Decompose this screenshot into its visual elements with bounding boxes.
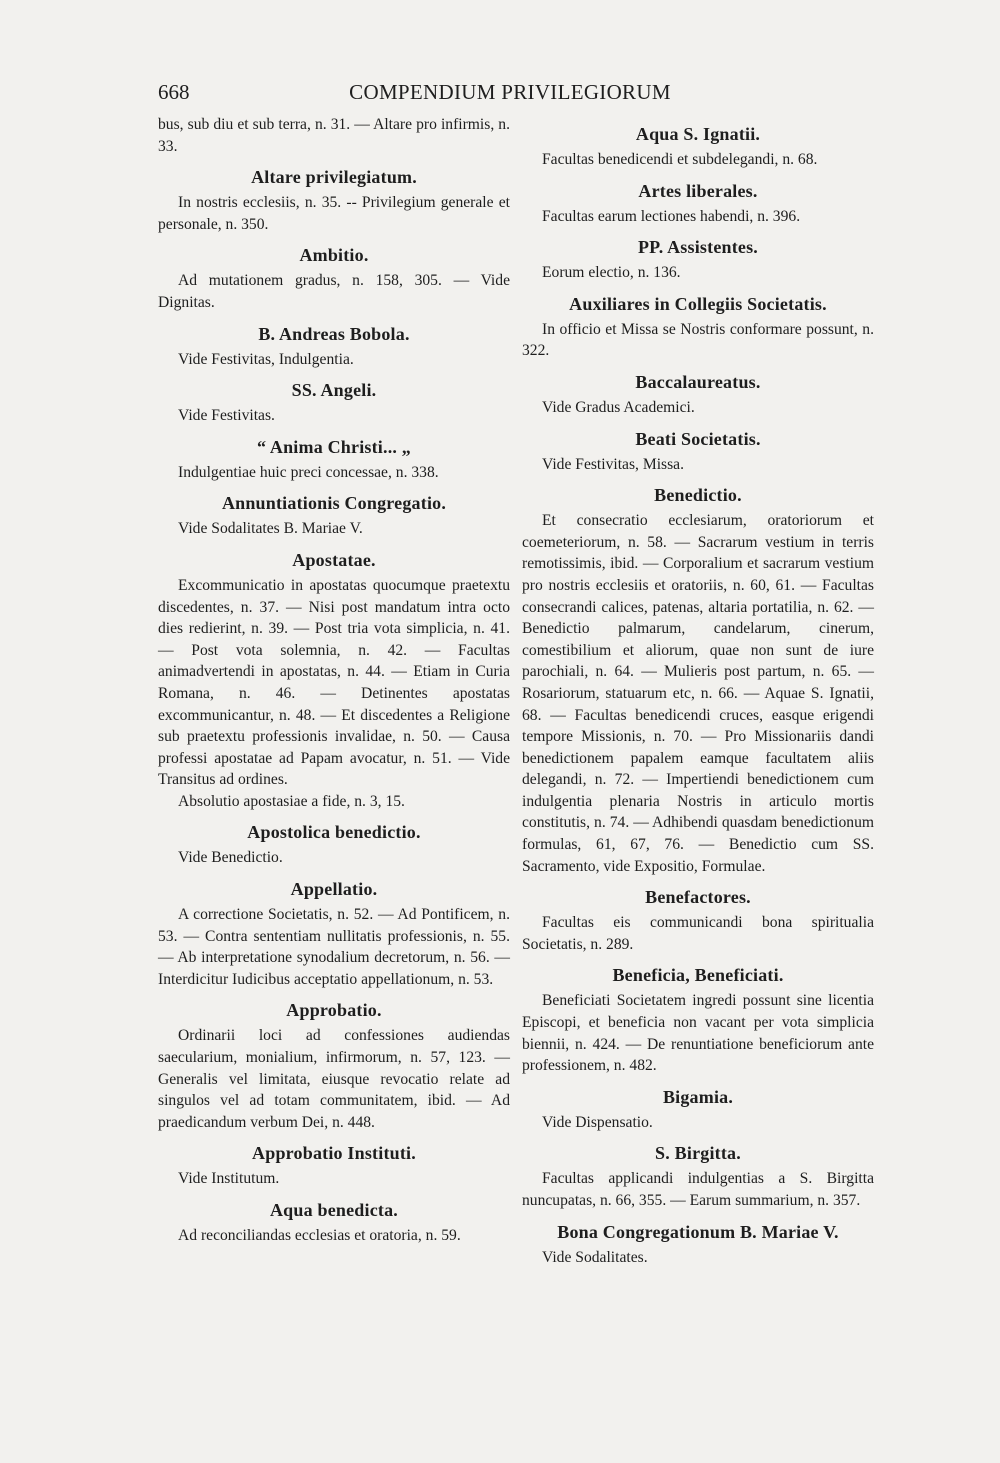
- index-entry: [158, 323, 510, 371]
- entry-heading: Auxiliares in Collegiis Societatis.: [569, 293, 827, 314]
- index-entry: [522, 1221, 874, 1269]
- entry-heading: Approbatio Instituti.: [252, 1143, 416, 1164]
- entry-text: Vide Sodalitates B. Mariae V.: [178, 520, 363, 538]
- entry-heading: Ambitio.: [299, 245, 369, 266]
- entry-heading: S. Birgitta.: [655, 1143, 741, 1164]
- index-entry: [522, 1142, 874, 1211]
- entry-heading: Aqua benedicta.: [269, 1200, 398, 1220]
- entry-text: Beneficiati Societatem ingredi possunt sine licentia Episcopi, et beneficia non vacant per vota simplicia biennii, n. 424. — De renuntiatione beneficiorum ante professionem, n. 482.: [522, 992, 874, 1075]
- index-entry: [158, 549, 510, 791]
- entry-heading: “ Anima Christi... „: [256, 436, 411, 457]
- entry-text: Ad mutationem gradus, n. 158, 305. — Vide Dignitas.: [158, 272, 510, 311]
- page-number: 668: [158, 80, 190, 104]
- index-entry: [522, 886, 874, 955]
- entry-heading: Apostatae.: [292, 549, 376, 570]
- entry-heading: Apostolica benedictio.: [247, 822, 421, 843]
- entry-text: Indulgentiae huic preci concessae, n. 338.: [178, 463, 439, 481]
- index-entry: [522, 180, 874, 228]
- index-entry: [158, 878, 510, 990]
- index-entry: [158, 1142, 510, 1190]
- entry-text: Vide Festivitas, Indulgentia.: [178, 350, 354, 368]
- entry-text: Ordinarii loci ad confessiones audiendas saecularium, monialium, infirmorum, n. 57, 123. — Generalis vel limitata, eiusque revocatio relate ad singulos vel ad totam communitatem, ibid. — Ad praedicandum verbum Dei, n. 448.: [158, 1027, 510, 1131]
- entry-text: Vide Dispensatio.: [542, 1113, 653, 1131]
- entry-heading: PP. Assistentes.: [637, 237, 759, 258]
- entry-heading: Benefactores.: [645, 887, 751, 908]
- index-entry: [522, 484, 874, 877]
- index-entry: [522, 964, 874, 1076]
- index-entry: [522, 236, 874, 284]
- entry-heading: Annuntiationis Congregatio.: [221, 493, 447, 514]
- entry-text: A correctione Societatis, n. 52. — Ad Pontificem, n. 53. — Contra sententiam nullitatis professionis, n. 55. — Ab interpretatione synodalium decretorum, n. 56. — Interdicitur Iudicibus acceptatio appellationum, n. 53.: [158, 906, 510, 988]
- entry-text: bus, sub diu et sub terra, n. 31. — Altare pro infirmis, n. 33.: [158, 116, 510, 155]
- index-entry: [158, 436, 510, 484]
- index-entry: [522, 371, 874, 419]
- index-entry: [158, 379, 510, 427]
- entry-text: Facultas eis communicandi bona spiritualia Societatis, n. 289.: [522, 914, 874, 953]
- index-entry: [158, 1199, 510, 1247]
- left-column: [158, 114, 510, 1247]
- entry-text: Et consecratio ecclesiarum, oratoriorum et coemeteriorum, n. 58. — Sacrarum vestium in terris remotissimis, ibid. — Corporalium et sacrarum vestium pro nostris ecclesiis et oratoriis, n. 60, 61. — Facultas consecrandi calices, patenas, altaria portatilia, n. 62. — Benedictio palmarum, candelarum, cinerum, comestibilium et aliorum, quae non sunt de iure parochiali, n. 64. — Mulieris post partum, n. 65. — Rosariorum, statuarum etc, n. 66. — Aquae S. Ignatii, 68. — Facultas benedicendi cruces, easque erigendi tempore Missionis, n. 70. — Pro Missionariis dandi benedictionem papalem eamque facultatem aliis delegandi, n. 72. — Impertiendi benedictionem cum indulgentia plenaria Nostris in articulo mortis constitutis, n. 74. — Adhibendi quasdam benedictionum formulas, 61, 67, 76. — Benedictio cum SS. Sacramento, vide Expositio, Formulae.: [522, 512, 874, 875]
- entry-heading: Baccalaureatus.: [635, 371, 761, 392]
- entry-text: Vide Institutum.: [178, 1170, 280, 1188]
- entry-heading: B. Andreas Bobola.: [258, 323, 410, 344]
- index-entry: [522, 293, 874, 362]
- index-entry: [158, 791, 510, 813]
- entry-heading: Benedictio.: [654, 485, 742, 506]
- index-entry: [522, 428, 874, 476]
- page-header: [158, 80, 862, 112]
- index-entry: [158, 114, 510, 157]
- entry-heading: Appellatio.: [290, 879, 378, 900]
- entry-heading: Aqua S. Ignatii.: [635, 124, 761, 144]
- index-entry: [522, 1086, 874, 1134]
- entry-text: Vide Festivitas.: [178, 407, 275, 425]
- entry-heading: Bigamia.: [662, 1086, 734, 1107]
- entry-text: Absolutio apostasiae a fide, n. 3, 15.: [178, 792, 405, 810]
- entry-heading: Approbatio.: [286, 1000, 382, 1021]
- entry-text: Vide Festivitas, Missa.: [542, 455, 685, 473]
- index-entry: [158, 821, 510, 869]
- entry-text: Vide Sodalitates.: [542, 1248, 648, 1266]
- entry-text: Facultas benedicendi et subdelegandi, n. 68.: [542, 151, 818, 168]
- running-title: COMPENDIUM PRIVILEGIORUM: [349, 80, 671, 104]
- entry-text: Facultas applicandi indulgentias a S. Birgitta nuncupatas, n. 66, 355. — Earum summarium, n. 357.: [522, 1170, 874, 1209]
- entry-heading: Beati Societatis.: [635, 428, 761, 449]
- entry-text: Vide Gradus Academici.: [542, 398, 695, 416]
- entry-heading: Beneficia, Beneficiati.: [612, 965, 784, 986]
- entry-heading: Altare privilegiatum.: [251, 167, 417, 188]
- index-entry: [158, 999, 510, 1133]
- entry-text: In nostris ecclesiis, n. 35. -- Privilegium generale et personale, n. 350.: [158, 194, 510, 233]
- index-entry: [158, 244, 510, 313]
- index-entry: [522, 123, 874, 171]
- entry-text: Eorum electio, n. 136.: [542, 264, 681, 282]
- entry-text: Excommunicatio in apostatas quocumque praetextu discedentes, n. 37. — Nisi post mandatum intra octo dies redierint, n. 39. — Post tria vota simplicia, n. 41. — Post vota solemnia, n. 42. — Facultas animadvertendi in apostatas, n. 44. — Etiam in Curia Romana, n. 46. — Detinentes apostatas excommunicantur, n. 48. — Et discedentes a Religione sub praetextu professionis invalidae, n. 50. — Causa professi apostatae ad Papam avocatur, n. 51. — Vide Transitus ad ordines.: [158, 576, 510, 789]
- index-entry: [158, 166, 510, 235]
- entry-text: In officio et Missa se Nostris conformare possunt, n. 322.: [522, 320, 874, 360]
- entry-text: Vide Benedictio.: [178, 849, 283, 867]
- entry-text: Facultas earum lectiones habendi, n. 396.: [542, 207, 801, 225]
- right-column: [522, 114, 874, 1268]
- entry-heading: Bona Congregationum B. Mariae V.: [557, 1221, 839, 1242]
- entry-text: Ad reconciliandas ecclesias et oratoria, n. 59.: [178, 1227, 461, 1244]
- index-entry: [158, 492, 510, 540]
- entry-heading: Artes liberales.: [638, 180, 758, 201]
- entry-heading: SS. Angeli.: [291, 380, 377, 401]
